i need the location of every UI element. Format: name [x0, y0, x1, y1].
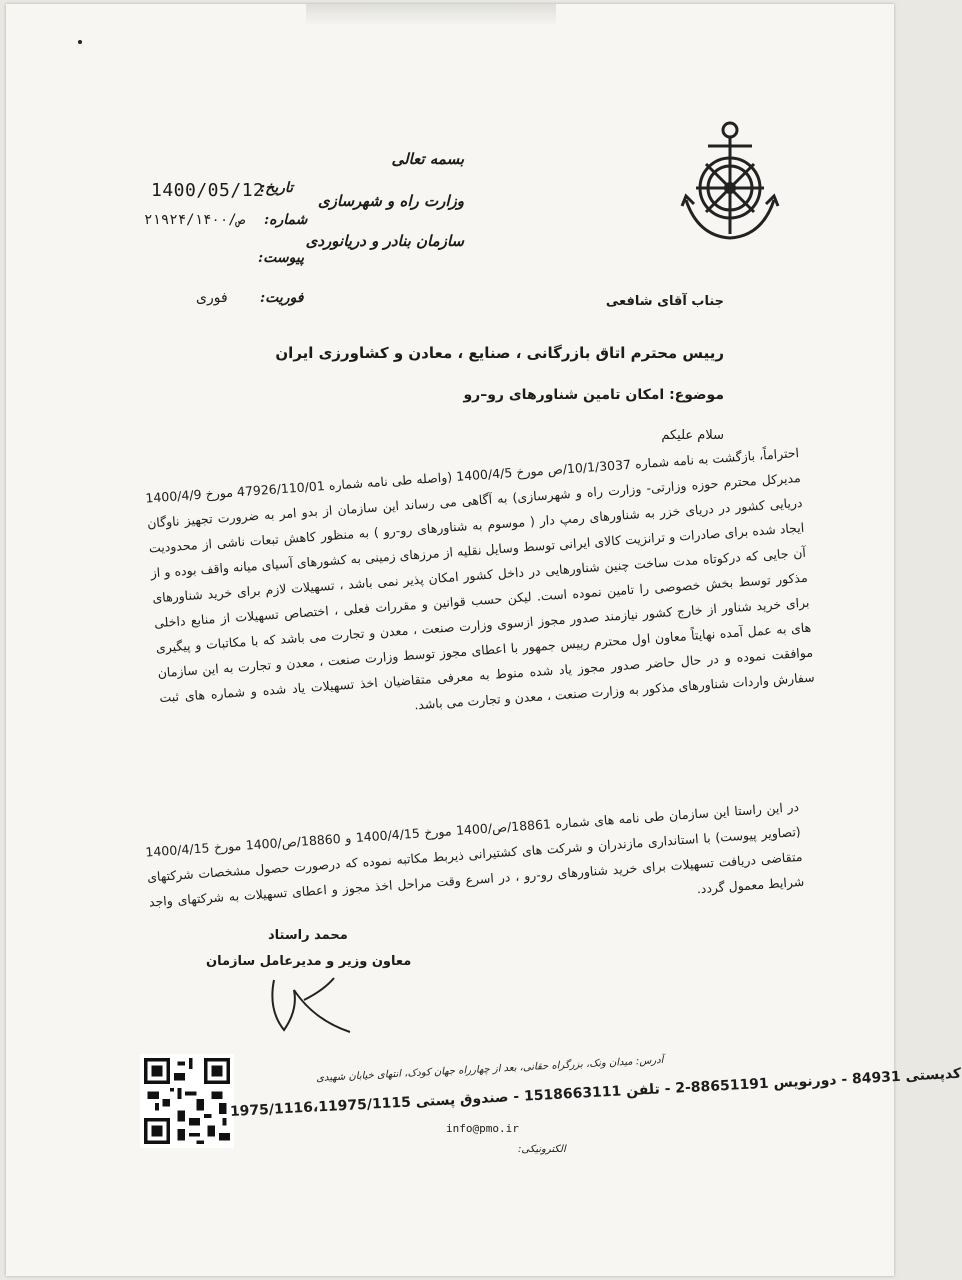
handwritten-signature [254, 970, 364, 1040]
ink-dot [78, 40, 82, 44]
date-value: 1400/05/12 [151, 180, 265, 201]
invocation-text: بسمه تعالی [391, 150, 464, 168]
body-paragraph-1: احتراماً، بازگشت به نامه شماره 10/1/3037/ص مورخ 1400/4/5 (واصله طی نامه شماره 47926/110/01 مورخ 1400/4/9 مدیرکل محترم حوزه وزارتی- وزارت راه و شهرسازی) به آگاهی می رساند این سازمان از بدو امر به ضرورت تجهیز ناوگان دریایی کشور در دریای خزر به شناورهای رمپ دار ( موسوم به شناورهای رو-رو ) به منظور کاهش تبعات ناشی از محدودیت ایجاد شده برای صادرات و ترانزیت کالای ایرانی توسط وسایل نقلیه از مرزهای زمینی به کشورهای آسیای میانه واقف بوده و از آن جایی که درکوتاه مدت ساخت چنین شناورهایی در داخل کشور امکان پذیر نمی باشد ، تسهیلات لازم برای خرید شناورهای مذکور توسط بخش خصوصی را تامین نموده است. لیکن حسب قوانین و مقررات فعلی ، اختصاص تسهیلات از منابع داخلی برای خرید شناور از خارج کشور نیازمند صدور مجوز ازسوی وزارت صنعت ، معدن و تجارت می باشد که با مکاتبات و پیگیری های به عمل آمده نهایتاً معاون اول محترم رییس جمهور با اعطای مجوز توسط وزارت صنعت ، معدن و تجارت به این سازمان موافقت نموده و در حال حاضر صدور مجوز یاد شده منوط به معرفی متقاضیان اخذ تسهیلات یاد شده و شماره های ثبت سفارش واردات شناورهای مذکور به وزارت صنعت ، معدن و تجارت می باشد. [144, 444, 816, 713]
anchor-wheel-emblem-icon [678, 116, 784, 246]
signatory-name: محمد راستاد [268, 928, 348, 943]
qr-code-icon [140, 1054, 234, 1148]
recipient-name: جناب آقای شافعی [605, 294, 724, 309]
attachment-label: پیوست: [258, 250, 304, 266]
body-paragraph-2: در این راستا این سازمان طی نامه های شماره 18861/ص/1400 مورخ 1400/4/15 و 18860/ص/1400 مورخ 1400/4/15 (تصاویر پیوست) با استانداری مازندران و شرکت های کشتیرانی ذیربط مکاتبه نموده که درصورت حصول مشخصات شرکتهای متقاضی دریافت تسهیلات برای خرید شناورهای رو-رو ، در اسرع وقت مراحل اخذ مجوز و اعطای تسهیلات به شرکتهای واجد شرایط معمول گردد. [144, 798, 805, 910]
number-value: ۲۱۹۲۴/ص/۱۴۰۰ [144, 212, 246, 228]
letter-page [6, 4, 962, 1276]
number-label: شماره: [264, 212, 308, 228]
footer-contact: کدپستی 84931 - دورنویس 88651191-2 - تلفن 1518663111 - صندوق پستی 1975/1116،11975/1115 [229, 1065, 962, 1120]
recipient-title: رییس محترم اتاق بازرگانی ، صنایع ، معادن و کشاورزی ایران [275, 344, 724, 362]
ministry-name: وزارت راه و شهرسازی [317, 192, 464, 210]
scan-mark [306, 4, 556, 26]
footer-email-label: الکترونیکی: [518, 1144, 566, 1155]
priority-label: فوریت: [260, 290, 304, 306]
signatory-title: معاون وزیر و مدیرعامل سازمان [206, 954, 412, 969]
organization-name: سازمان بنادر و دریانوردی [305, 232, 464, 250]
greeting: سلام علیکم [661, 428, 724, 443]
footer-address: آدرس: میدان ونک، بزرگراه حقانی، بعد از چهارراه جهان کودک، انتهای خیابان شهیدی [315, 1054, 664, 1085]
priority-value: فوری [196, 290, 228, 306]
date-label: تاریخ: [260, 180, 294, 196]
subject-line: موضوع: امکان تامین شناورهای رو–رو [463, 387, 724, 403]
footer-email[interactable]: info@pmo.ir [446, 1122, 519, 1135]
